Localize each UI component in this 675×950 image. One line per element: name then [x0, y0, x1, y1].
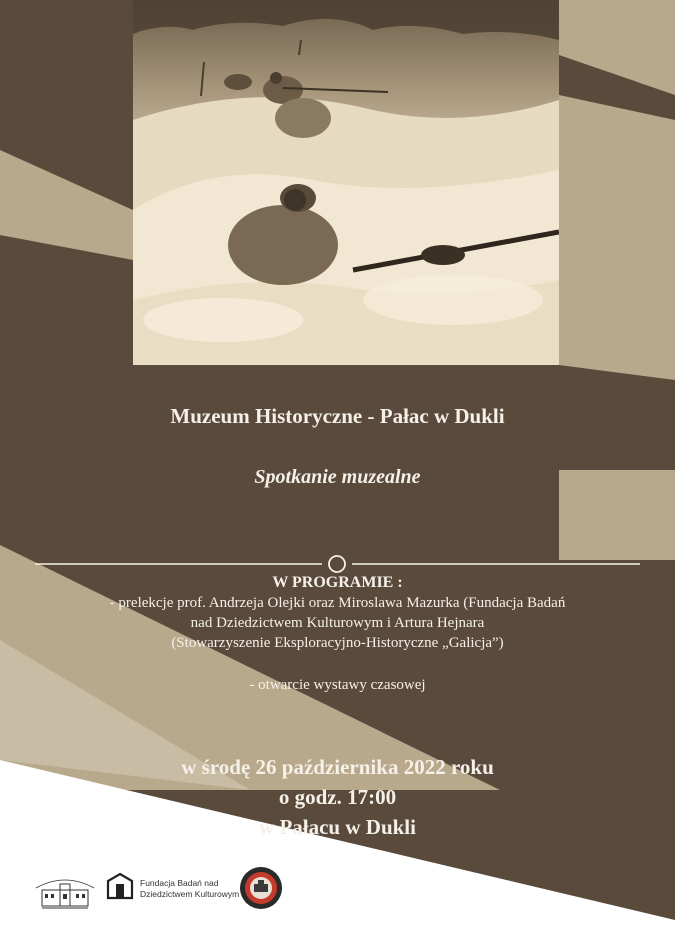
- sponsor-logos: [30, 862, 330, 922]
- fundacja-text-line2: Dziedzictwem Kulturowym: [140, 889, 240, 899]
- event-time: o godz. 17:00: [278, 785, 397, 809]
- divider-ornament: [0, 554, 675, 574]
- museum-logo: [30, 870, 100, 914]
- program-line: - prelekcje prof. Andrzeja Olejki oraz Miroslawa Mazurka (Fundacja Badań: [109, 595, 566, 611]
- event-subtitle: Spotkanie muzealne: [254, 466, 421, 488]
- program-line: (Stowarzyszenie Eksploracyjno-Historyczne „Galicja”): [171, 635, 504, 651]
- program-line: nad Dziedzictwem Kulturowym i Artura Hejnara: [190, 615, 485, 631]
- fundacja-text-line1: Fundacja Badań nad: [140, 878, 219, 888]
- event-place: w Pałacu w Dukli: [259, 815, 416, 839]
- historical-photo: [133, 0, 559, 365]
- galicja-logo: [238, 865, 284, 911]
- event-details: [0, 752, 675, 842]
- program-extra: - otwarcie wystawy czasowej: [249, 677, 426, 693]
- program-header: W PROGRAMIE :: [272, 574, 403, 591]
- fundacja-logo: [106, 870, 256, 910]
- fundacja-icon: [106, 872, 134, 902]
- event-date: w środę 26 października 2022 roku: [181, 755, 494, 779]
- program-section: [0, 573, 675, 695]
- organizer-title: Muzeum Historyczne - Pałac w Dukli: [170, 404, 505, 428]
